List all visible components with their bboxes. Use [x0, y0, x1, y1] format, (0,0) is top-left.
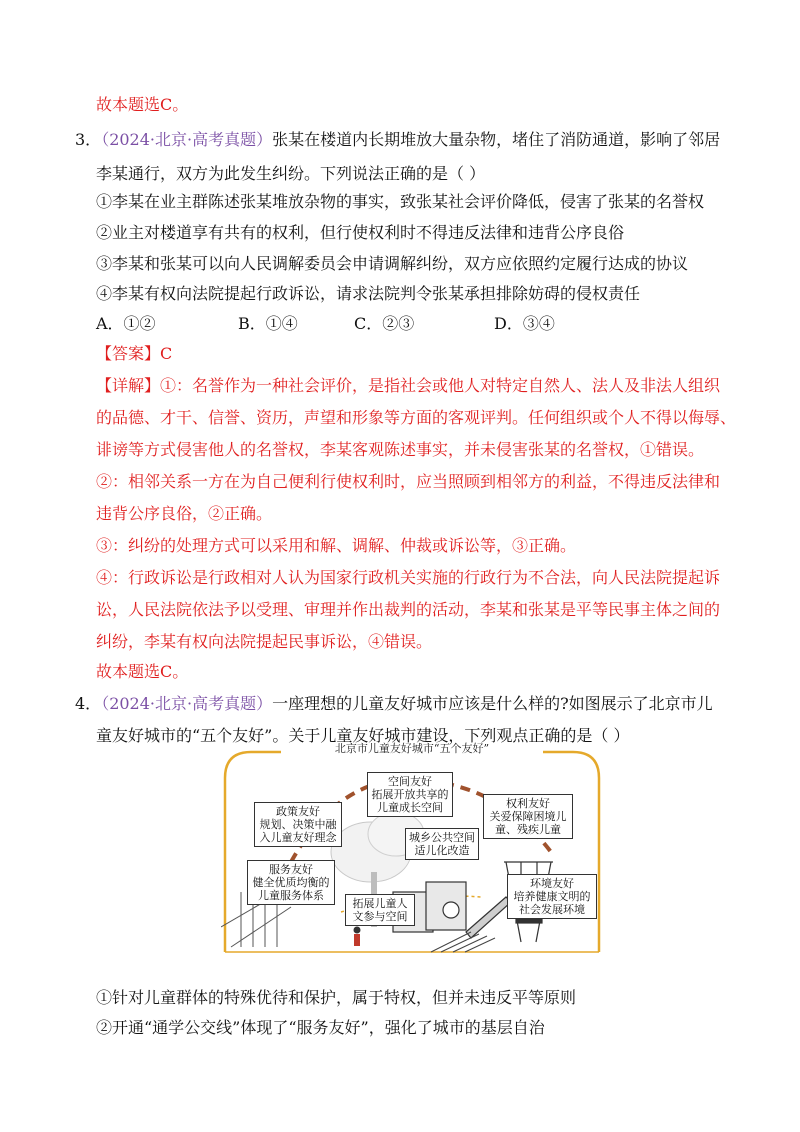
q3-explanation-line: 违背公序良俗，②正确。 [96, 504, 273, 523]
q3-statement-3: ③李某和张某可以向人民调解委员会申请调解纠纷，双方应依照约定履行达成的协议 [96, 254, 689, 273]
question-4-stem-line1 [75, 694, 713, 714]
q3-statement-2: ②业主对楼道享有共有的权利，但行使权利时不得违反法律和违背公序良俗 [96, 223, 625, 242]
q3-explanation-line: ②：相邻关系一方在为自己便利行使权利时，应当照顾到相邻方的利益，不得违反法律和 [96, 472, 721, 491]
box-title: 环境友好 [530, 877, 574, 890]
box-title: 政策友好 [276, 805, 320, 818]
previous-conclusion: 故本题选C。 [96, 95, 189, 114]
question-3-stem-text: 张某在楼道内长期堆放大量杂物，堵住了消防通道，影响了邻居 [272, 130, 721, 149]
box-text: 健全优质均衡的 [252, 876, 330, 889]
q3-statement-1: ①李某在业主群陈述张某堆放杂物的事实，致张某社会评价降低，侵害了张某的名誉权 [96, 192, 705, 211]
question-4-stem-line2: 童友好城市的“五个友好”。关于儿童友好城市建设，下列观点正确的是（ ） [96, 726, 630, 745]
q3-option-b: B．①④ [238, 314, 298, 333]
box-text: 童、残疾儿童 [495, 823, 561, 836]
q3-explanation-line: ③：纠纷的处理方式可以采用和解、调解、仲裁或诉讼等，③正确。 [96, 536, 577, 555]
box-text: 拓展儿童人 [352, 897, 408, 910]
question-3-stem-line1 [75, 130, 720, 150]
box-text: 规划、决策中融 [259, 818, 337, 831]
box-text: 儿童服务体系 [258, 889, 324, 902]
figure-box-rights [483, 794, 573, 839]
box-title: 权利友好 [506, 797, 550, 810]
box-title: 服务友好 [269, 863, 313, 876]
box-text: 社会发展环境 [519, 903, 585, 916]
q3-conclusion: 故本题选C。 [96, 662, 189, 681]
q3-explanation-line: 纠纷，李某有权向法院提起民事诉讼，④错误。 [96, 632, 433, 651]
figure-title: 北京市儿童友好城市“五个友好” [334, 742, 490, 755]
box-title: 空间友好 [388, 775, 432, 788]
box-text: 关爱保障困境儿 [489, 810, 567, 823]
q4-statement-2: ②开通“通学公交线”体现了“服务友好”，强化了城市的基层自治 [96, 1018, 545, 1037]
question-3-source: （2024·北京·高考真题） [101, 130, 273, 149]
figure-box-space [367, 772, 453, 817]
q3-explanation-line: 诽谤等方式侵害他人的名誉权，李某客观陈述事实，并未侵害张某的名誉权，①错误。 [96, 440, 705, 459]
q3-explanation-line: 的品德、才干、信誉、资历，声望和形象等方面的客观评判。任何组织或个人不得以侮辱、 [96, 408, 737, 427]
figure-box-policy [254, 802, 342, 847]
question-4-stem-text: 一座理想的儿童友好城市应该是什么样的?如图展示了北京市儿 [272, 694, 713, 713]
q3-explanation-line: 讼，人民法院依法予以受理、审理并作出裁判的活动，李某和张某是平等民事主体之间的 [96, 600, 721, 619]
q3-explanation-line: ④：行政诉讼是行政相对人认为国家行政机关实施的行政行为不合法，向人民法院提起诉 [96, 568, 721, 587]
question-4-number: 4． [75, 694, 102, 713]
box-text: 培养健康文明的 [513, 890, 591, 903]
question-3-number: 3． [75, 130, 102, 149]
q3-explanation-line: 【详解】①：名誉作为一种社会评价，是指社会或他人对特定自然人、法人及非法人组织 [96, 376, 721, 395]
q3-option-a: A．①② [96, 314, 156, 333]
figure-box-environment [507, 874, 597, 919]
box-text: 入儿童友好理念 [259, 831, 337, 844]
box-text: 儿童成长空间 [377, 801, 443, 814]
q3-option-c: C．②③ [354, 314, 415, 333]
figure-box-service [247, 860, 335, 905]
box-text: 城乡公共空间 [409, 831, 475, 844]
q3-statement-4: ④李某有权向法院提起行政诉讼，请求法院判令张某承担排除妨碍的侵权责任 [96, 284, 641, 303]
q3-answer: 【答案】C [96, 344, 173, 363]
q3-option-d: D．③④ [494, 314, 555, 333]
five-friendly-figure [221, 742, 603, 954]
figure-box-urban [405, 828, 479, 860]
question-4-source: （2024·北京·高考真题） [101, 694, 273, 713]
box-text: 拓展开放共享的 [371, 788, 449, 801]
box-text: 适儿化改造 [414, 844, 470, 857]
box-text: 文参与空间 [352, 910, 408, 923]
figure-box-expand [345, 894, 415, 926]
q4-statement-1: ①针对儿童群体的特殊优待和保护，属于特权，但并未违反平等原则 [96, 988, 577, 1007]
question-3-stem-line2: 李某通行，双方为此发生纠纷。下列说法正确的是（ ） [96, 164, 486, 183]
